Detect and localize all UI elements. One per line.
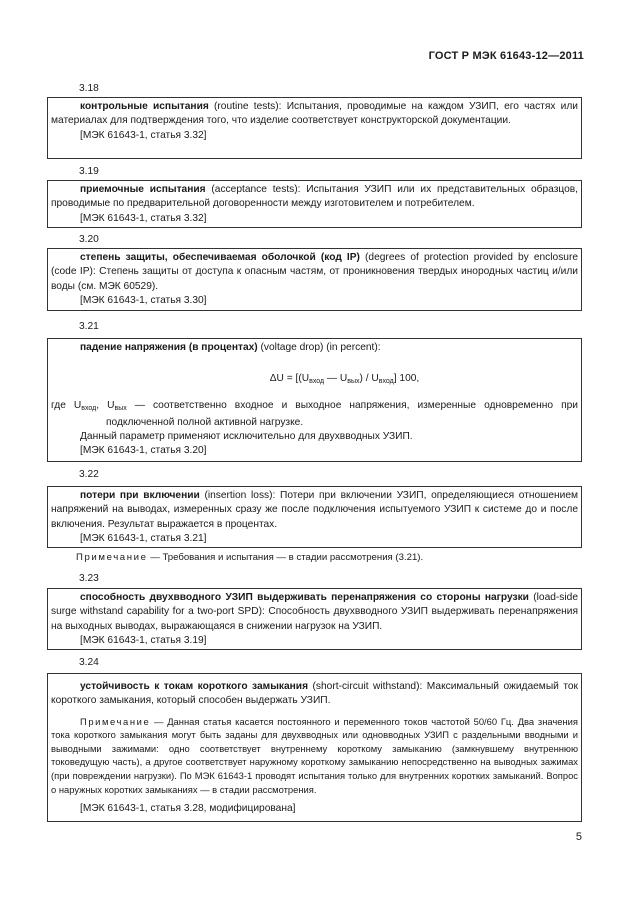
term: степень защиты, обеспечиваемая оболочкой (код IP) [80, 252, 360, 263]
definition-text [51, 680, 578, 709]
term-definition: (degrees of protection provided by enclosure (code IP): Степень защиты от доступа к опасным частям, от проникновения твердых инородных частиц и/или воды (см. МЭК 60529). [51, 252, 579, 292]
definition-box [47, 97, 582, 159]
note-text: — Требования и испытания — в стадии рассмотрения (3.21). [147, 552, 424, 563]
definition-box [47, 338, 582, 462]
note-text: — Данная статья касается постоянного и переменного токов частотой 50/60 Гц. Два значения тока короткого замыкания могут быть заданы для двухвводных или одновводных УЗИП с раздельными вводными и выводными зажимами: одно соответствует внутреннему короткому замыканию (замкнувшему внутреннюю токоведущую часть), а другое соответствует наружному короткому замыканию непосредственно на выводных зажимах (при повреждении нагрузки). По МЭК 61643-1 проводят испытания только для внутренних коротких замыканий. Вопрос о наружных коротких замыканиях — в стадии рассмотрения. [51, 715, 578, 795]
source-reference: [МЭК 61643-1, статья 3.30] [80, 294, 207, 306]
note [51, 715, 578, 797]
term: способность двухвводного УЗИП выдерживать перенапряжения со стороны нагрузки [80, 592, 529, 603]
definition-box [47, 673, 582, 822]
note-label: Примечание [80, 715, 151, 727]
source-reference: [МЭК 61643-1, статья 3.32] [80, 212, 207, 224]
note [76, 552, 423, 563]
document-header: ГОСТ Р МЭК 61643-12—2011 [428, 50, 584, 62]
clause-number: 3.19 [79, 166, 99, 177]
clause-number: 3.23 [79, 573, 99, 584]
extra-text: Данный параметр применяют исключительно для двухвводных УЗИП. [80, 431, 413, 443]
clause-number: 3.22 [79, 469, 99, 480]
definition-text [51, 183, 578, 212]
definition-box [47, 180, 582, 228]
term: контрольные испытания [80, 101, 209, 112]
definition-box [47, 248, 582, 311]
source-reference: [МЭК 61643-1, статья 3.28, модифицирована] [80, 803, 296, 815]
note-label: Примечание [76, 552, 148, 563]
clause-number: 3.18 [79, 83, 99, 94]
voltage-drop-formula: $\Delta U = [(U_{вход}$ — $U_{вых}) / U_{вход}$] 100, [269, 373, 420, 386]
term-definition: (load-side surge withstand capability for a two-port SPD): Способность двухвводного УЗИП выдерживать перенапряжения на выходных выводах, выражающаяся в снижении нагрузок на УЗИП. [51, 592, 578, 632]
term-definition: (short-circuit withstand): Максимальный ожидаемый ток короткого замыкания, который способен выдержать УЗИП. [51, 681, 578, 707]
term-definition: (voltage drop) (in percent): [257, 342, 381, 353]
clause-number: 3.21 [79, 321, 99, 332]
definition-text [51, 489, 578, 532]
definition-box [47, 588, 582, 650]
term-definition: (insertion loss): Потери при включении УЗИП, определяющиеся отношением напряжений на выводах, измеренных сразу же после подключения испытуемого УЗИП к системе до и после включения. Результат выражается в процентах. [51, 490, 579, 530]
definition-text [51, 100, 578, 129]
definition-box [47, 486, 582, 548]
source-reference: [МЭК 61643-1, статья 3.20] [80, 445, 207, 457]
definition-text [51, 341, 578, 355]
clause-number: 3.20 [79, 234, 99, 245]
page-number: 5 [575, 831, 582, 843]
term: приемочные испытания [80, 184, 206, 195]
definition-text [51, 251, 578, 294]
term: падение напряжения (в процентах) [80, 342, 258, 353]
definition-text [51, 591, 578, 634]
source-reference: [МЭК 61643-1, статья 3.32] [80, 129, 207, 141]
term: потери при включении [80, 490, 200, 501]
clause-number: 3.24 [79, 657, 99, 668]
term-definition: (routine tests): Испытания, проводимые на каждом УЗИП, его частях или материалах для подтверждения того, что изделие соответствует конструкторской документации. [51, 101, 579, 127]
formula-explanation: где $U_{вход}$, $U_{вых}$ — соответственно входное и выходное напряжения, измеренные одновременно при подключенной полной активной нагрузке. [51, 399, 578, 428]
source-reference: [МЭК 61643-1, статья 3.19] [80, 634, 207, 646]
term-definition: (acceptance tests): Испытания УЗИП или их представительных образцов, проводимые по предварительной договоренности между изготовителем и потребителем. [51, 184, 578, 210]
source-reference: [МЭК 61643-1, статья 3.21] [80, 532, 207, 544]
term: устойчивость к токам короткого замыкания [80, 681, 309, 692]
